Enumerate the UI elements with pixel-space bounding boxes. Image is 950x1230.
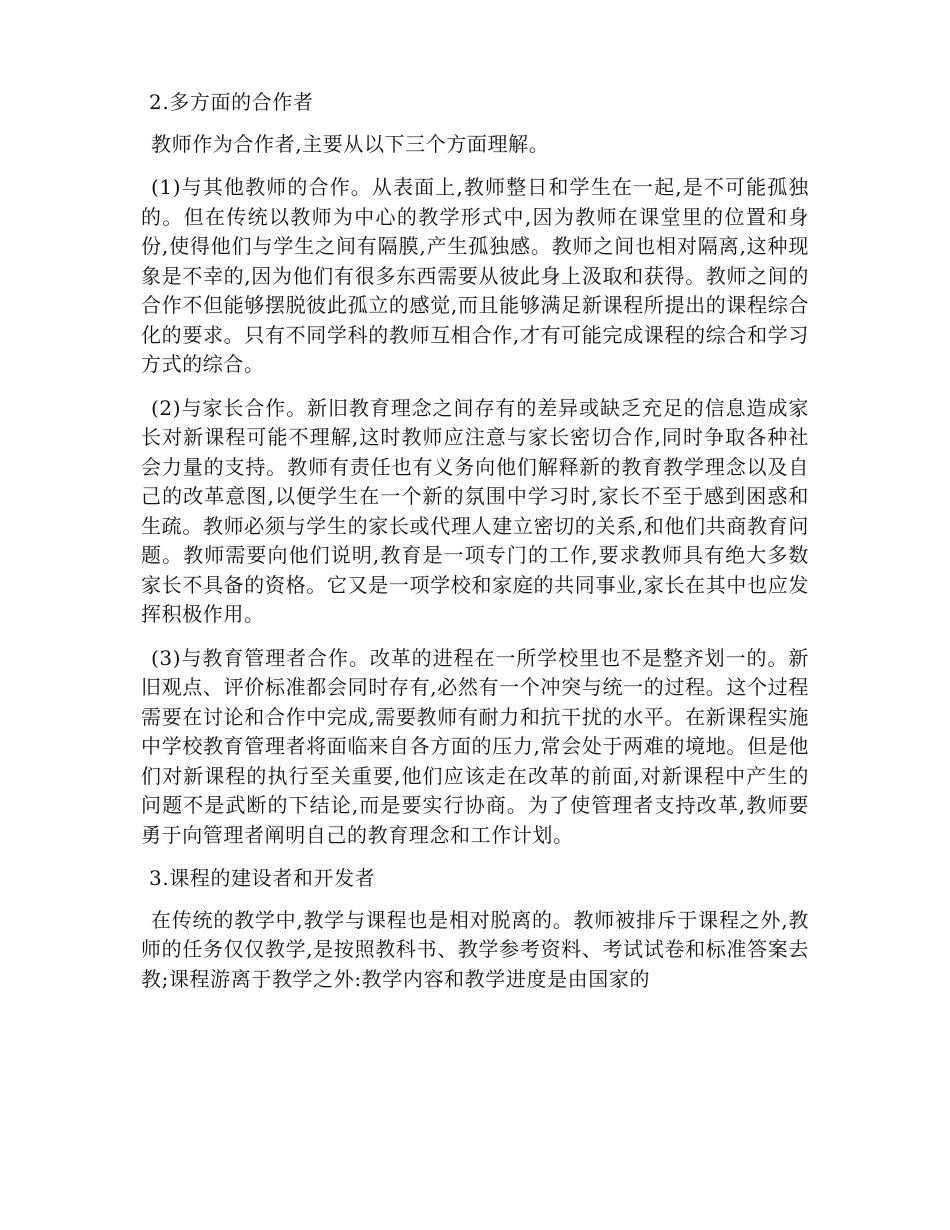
section-3-heading: 3.课程的建设者和开发者 xyxy=(149,866,376,890)
paragraph-parent-cooperation: (2)与家长合作。新旧教育理念之间存有的差异或缺乏充足的信息造成家长对新课程可能不理解,这时教师应注意与家长密切合作,同时争取各种社会力量的支持。教师有责任也有义务向他们解释新的教育教学理念以及自己的改革意图,以便学生在一个新的氛围中学习时,家长不至于感到困惑和生疏。教师必须与学生的家长或代理人建立密切的关系,和他们共商教育问题。教师需要向他们说明,教育是一项专门的工作,要求教师具有绝大多数家长不具备的资格。它又是一项学校和家庭的共同事业,家长在其中也应发挥积极作用。 xyxy=(141,395,809,626)
section-2-heading: 2.多方面的合作者 xyxy=(149,90,314,114)
paragraph-teacher-cooperation: (1)与其他教师的合作。从表面上,教师整日和学生在一起,是不可能孤独的。但在传统以教师为中心的教学形式中,因为教师在课堂里的位置和身份,使得他们与学生之间有隔膜,产生孤独感。教师之间也相对隔离,这种现象是不幸的,因为他们有很多东西需要从彼此身上汲取和获得。教师之间的合作不但能够摆脱彼此孤立的感觉,而且能够满足新课程所提出的课程综合化的要求。只有不同学科的教师互相合作,才有可能完成课程的综合和学习方式的综合。 xyxy=(141,175,809,376)
section-2-intro: 教师作为合作者,主要从以下三个方面理解。 xyxy=(151,131,550,156)
document-body xyxy=(141,88,809,1008)
paragraph-administrator-cooperation: (3)与教育管理者合作。改革的进程在一所学校里也不是整齐划一的。新旧观点、评价标准都会同时存有,必然有一个冲突与统一的过程。这个过程需要在讨论和合作中完成,需要教师有耐力和抗干扰的水平。在新课程实施中学校教育管理者将面临来自各方面的压力,常会处于两难的境地。但是他们对新课程的执行至关重要,他们应该走在改革的前面,对新课程中产生的问题不是武断的下结论,而是要实行协商。为了使管理者支持改革,教师要勇于向管理者阐明自己的教育理念和工作计划。 xyxy=(141,645,809,847)
paragraph-curriculum-developer: 在传统的教学中,教学与课程也是相对脱离的。教师被排斥于课程之外,教师的任务仅仅教学,是按照教科书、教学参考资料、考试试卷和标准答案去教;课程游离于教学之外:教学内容和教学进度是由国家的 xyxy=(141,907,809,991)
